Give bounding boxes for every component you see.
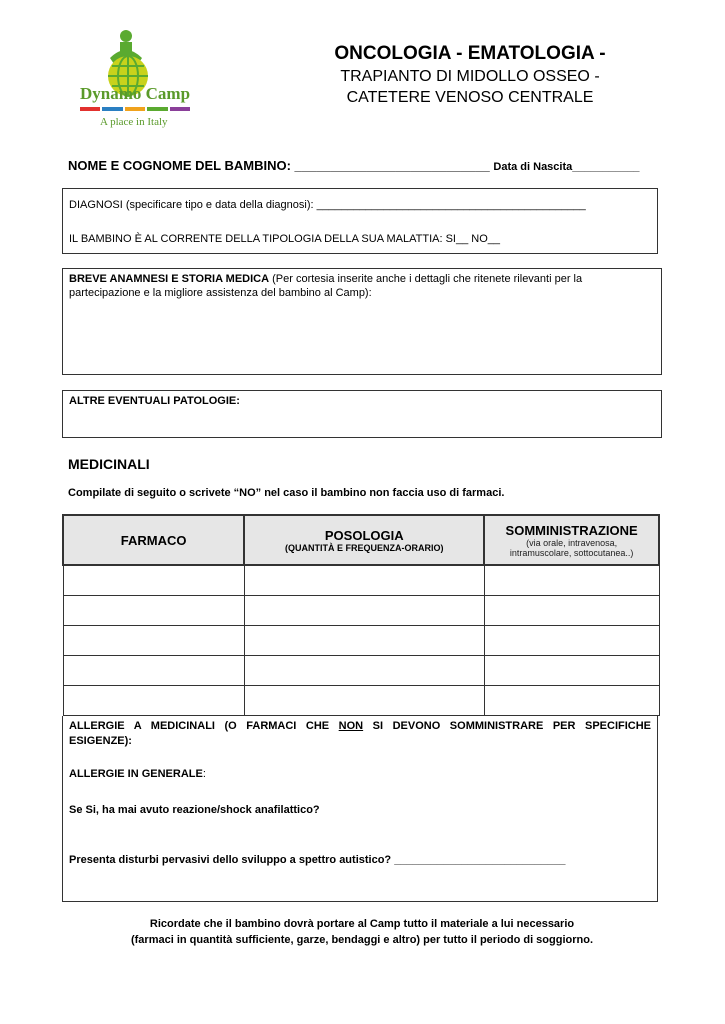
table-cell[interactable] (484, 565, 659, 596)
general-allergies-colon: : (202, 768, 206, 780)
awareness-line: IL BAMBINO È AL CORRENTE DELLA TIPOLOGIA DELLA SUA MALATTIA: SI__ NO__ (69, 233, 500, 245)
column-farmaco (63, 515, 244, 565)
column-subtitle: intramuscolare, sottocutanea..) (509, 547, 634, 558)
table-cell[interactable] (63, 686, 244, 716)
drug-allergies-non: NON (338, 720, 364, 732)
column-title: SOMMINISTRAZIONE (505, 522, 638, 538)
footer-line-1: Ricordate che il bambino dovrà portare al Camp tutto il materiale a lui necessario (149, 918, 575, 930)
allergies-box[interactable] (62, 716, 658, 902)
table-cell[interactable] (244, 656, 484, 686)
medicines-title: MEDICINALI (68, 456, 150, 472)
column-title: POSOLOGIA (324, 527, 404, 543)
table-cell[interactable] (63, 565, 244, 596)
table-row (63, 626, 659, 656)
table-cell[interactable] (484, 596, 659, 626)
table-cell[interactable] (244, 686, 484, 716)
other-pathologies-label: ALTRE EVENTUALI PATOLOGIE: (69, 395, 240, 407)
column-title: FARMACO (120, 532, 187, 548)
logo-tagline: A place in Italy (100, 116, 168, 128)
footer-line-2: (farmaci in quantità sufficiente, garze, bendaggi e altro) per tutto il periodo di soggiorno. (130, 934, 594, 946)
table-cell[interactable] (63, 596, 244, 626)
diagnosis-box[interactable] (62, 188, 658, 254)
form-subtitle-2: CATETERE VENOSO CENTRALE (346, 89, 594, 106)
table-cell[interactable] (484, 686, 659, 716)
diagnosis-line: DIAGNOSI (specificare tipo e data della diagnosi): ____________________________________________ (69, 199, 586, 211)
birth-date-label: Data di Nascita___________ (493, 161, 640, 173)
column-posologia (244, 515, 484, 565)
drug-allergies-text: ALLERGIE A MEDICINALI (O FARMACI CHE (69, 720, 339, 732)
table-cell[interactable] (244, 565, 484, 596)
table-cell[interactable] (244, 596, 484, 626)
table-cell[interactable] (484, 626, 659, 656)
footer-note (62, 916, 662, 948)
general-allergies-label: ALLERGIE IN GENERALE (69, 768, 203, 780)
table-cell[interactable] (484, 656, 659, 686)
table-row (63, 596, 659, 626)
anamnesis-note: (Per cortesia inserite anche i dettagli che ritenete rilevanti per la (272, 273, 583, 285)
table-row (63, 656, 659, 686)
anaphylaxis-question: Se Si, ha mai avuto reazione/shock anafilattico? (69, 804, 320, 816)
medicines-instructions: Compilate di seguito o scrivete “NO” nel caso il bambino non faccia uso di farmaci. (68, 487, 505, 499)
column-somministrazione (484, 515, 659, 565)
anamnesis-heading (69, 273, 582, 285)
medicines-table (62, 514, 660, 716)
logo-wordmark: Dynamo Camp (80, 84, 191, 103)
form-title: ONCOLOGIA - EMATOLOGIA - (334, 43, 606, 64)
anamnesis-label: BREVE ANAMNESI E STORIA MEDICA (69, 273, 270, 285)
column-subtitle: (via orale, intravenosa, (526, 537, 618, 548)
autism-question: Presenta disturbi pervasivi dello sviluppo a spettro autistico? ____________________________ (69, 854, 566, 866)
table-row (63, 686, 659, 716)
anamnesis-box[interactable] (62, 268, 662, 375)
drug-allergies-text-2: SI DEVONO SOMMINISTRARE PER SPECIFICHE (363, 720, 651, 732)
child-name-label: NOME E COGNOME DEL BAMBINO: ___________________________ (68, 158, 490, 173)
drug-allergies-label (69, 720, 651, 732)
table-cell[interactable] (244, 626, 484, 656)
drug-allergies-label-2: ESIGENZE): (69, 735, 132, 747)
logo-color-bars (80, 107, 190, 111)
table-cell[interactable] (63, 656, 244, 686)
column-subtitle: (QUANTITÀ E FREQUENZA-ORARIO) (285, 542, 444, 553)
child-name-line[interactable] (68, 158, 640, 173)
other-pathologies-box[interactable] (62, 390, 662, 438)
anamnesis-note-2: partecipazione e la migliore assistenza del bambino al Camp): (69, 287, 372, 299)
table-cell[interactable] (63, 626, 244, 656)
form-subtitle-1: TRAPIANTO DI MIDOLLO OSSEO - (340, 68, 600, 85)
table-row (63, 565, 659, 596)
general-allergies-line (69, 768, 206, 780)
table-header-row (63, 515, 659, 565)
